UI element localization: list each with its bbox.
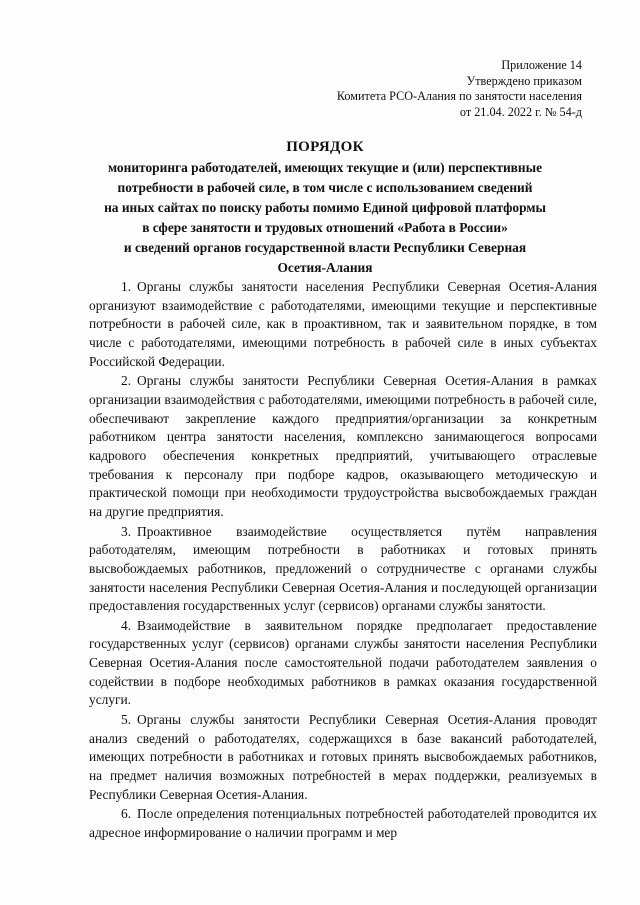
subtitle-line: на иных сайтах по поиску работы помимо Единой цифровой платформы [104,200,546,215]
paragraph-number: 5. [121,712,132,728]
paragraph-number: 3. [121,523,132,539]
approval-stamp [337,58,582,120]
paragraph-text: Взаимодействие в заявительном порядке предполагает предоставление государственных услуг (сервисов) органами службы занятости населения Республики Северная Осетия-Алания после самостоятельной подачи работодателем заявления о содействии в подборе необходимых работников в рамках оказания государственной услуги. [89,617,597,708]
document-title: ПОРЯДОК [286,139,364,155]
approval-date: от 21.04. 2022 г. № 54-д [459,104,582,119]
subtitle-line: потребности в рабочей силе, в том числе с использованием сведений [117,180,533,195]
approval-committee: Комитета РСО-Алания по занятости населения [336,89,582,103]
paragraph-text: Органы службы занятости Республики Северная Осетия-Алания проводят анализ сведений о работодателях, содержащихся в базе вакансий работодателей, имеющих потребности в работниках и готовых принять высвобождаемых работников, на предмет наличия возможных потребностей в мерах поддержки, реализуемых в Республики Северная Осетия-Алания. [89,712,597,802]
paragraph-text: Органы службы занятости населения Республики Северная Осетия-Алания организуют взаимодействие с работодателями, имеющими текущие и перспективные потребности в рабочей силе, как в проактивном, так и заявительном порядке, в том числе с работодателями, имеющими потребность в рабочей силе в иных субъектах Российской Федерации. [89,279,597,369]
subtitle-line: Осетия-Алания [277,260,373,275]
paragraph-text: После определения потенциальных потребностей работодателей проводится их адресное информирование о наличии программ и мер [89,806,597,841]
subtitle-line: мониторинга работодателей, имеющих текущие и (или) перспективные [107,160,543,175]
paragraph-6 [89,805,597,842]
title-block [60,137,590,278]
subtitle-line: и сведений органов государственной власти Республики Северная [123,240,527,255]
subtitle-line: в сфере занятости и трудовых отношений «Работа в России» [142,220,508,235]
paragraph-number: 1. [121,279,132,294]
paragraph-5 [89,711,597,804]
paragraph-2 [89,372,597,521]
paragraph-1 [89,278,597,371]
paragraph-4 [89,617,597,710]
paragraph-text: Проактивное взаимодействие осуществляется путём направления работодателям, имеющим потребности в работниках и готовых принять высвобождаемых работников, предложений о сотрудничестве с органами службы занятости населения Республики Северная Осетия-Алания и последующей организации предоставления государственных услуг (сервисов) органами службы занятости. [89,523,597,614]
approval-appendix: Приложение 14 [501,58,582,72]
paragraph-3 [89,523,597,616]
paragraph-number: 6. [121,806,132,822]
document-subtitle [60,158,590,278]
paragraph-number: 4. [121,617,132,633]
paragraph-number: 2. [121,373,132,389]
document-body [89,278,597,844]
paragraph-text: Органы службы занятости Республики Северная Осетия-Алания в рамках организации взаимодействия с работодателями, имеющими потребность в рабочей силе, обеспечивают закрепление каждого предприятия/организации за конкретным работником центра занятости населения, комплексно занимающегося вопросами кадрового обеспечения конкретных предприятий, учитывающего отраслевые требования к персоналу при подборе кадров, оказывающего методическую и практической помощи при необходимости трудоустройства высвобождаемых граждан на другие предприятия. [89,373,597,519]
approval-approved: Утверждено приказом [466,73,582,88]
